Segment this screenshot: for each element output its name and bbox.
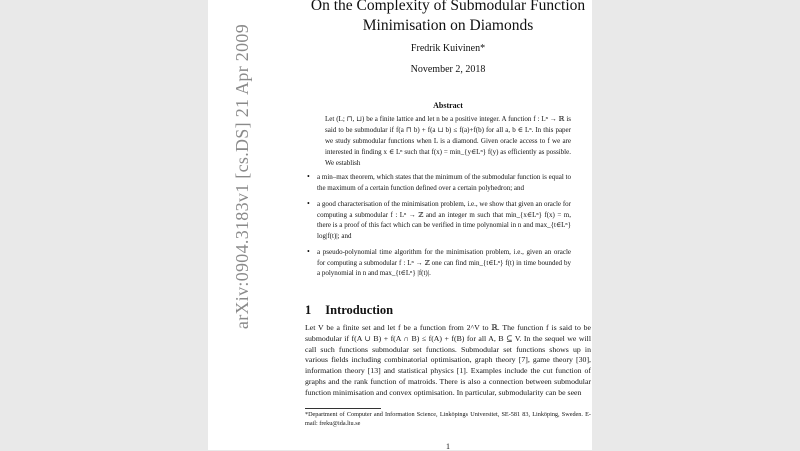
page-number: 1 [446,442,450,451]
bullet-text: a pseudo-polynomial time algorithm for the minimisation problem, i.e., given an oracle for computing a submodular f : Lⁿ → ℤ one can find min_{t∈Lⁿ} f(t) in time bounded by a polynomial in n and max_{t∈Lⁿ} |f(t)|. [317,248,571,277]
bullet-item [305,247,571,279]
paper-title [300,0,596,36]
paper-date: November 2, 2018 [410,64,486,75]
bullet-dot: • [307,172,310,181]
introduction-text: Let V be a finite set and let f be a function from 2^V to ℝ. The function f is said to be submodular if f(A ∪ B) + f(A ∩ B) ≤ f(A) + f(B) for all A, B ⊆ V. In the sequel we will call such functions submodular set functions. Submodular set functions shows up in various fields including combinatorial optimisation, graph theory [7], game theory [30], information theory [13] and statistical physics [1]. Examples include the cut function of graphs and the rank function of matroids. There is also a connection between submodular function minimisation and convex optimisation. In particular, submodularity can be seen [305,323,591,397]
abstract-heading: Abstract [433,101,463,110]
title-line-2: Minimisation on Diamonds [362,17,534,34]
author-name: Fredrik Kuivinen* [410,43,486,54]
section-heading [305,303,393,318]
section-number: 1 [305,303,312,317]
section-title: Introduction [325,303,394,317]
bullet-item [305,199,571,241]
bullet-item [305,172,571,193]
footnote-rule [305,408,381,409]
footnote-text: *Department of Computer and Information Science, Linköpings Universitet, SE-581 83, Linköping, Sweden. E-mail: freku@ida.liu.se [305,411,591,427]
bullet-dot: • [307,199,310,208]
title-line-1: On the Complexity of Submodular Function [310,0,586,14]
abstract-text: Let (L; ⊓, ⊔) be a finite lattice and let n be a positive integer. A function f : Lⁿ → ℝ is said to be submodular if f(a ⊓ b) + f(a ⊔ b) ≤ f(a)+f(b) for all a, b ∈ Lⁿ. In this paper we study submodular functions when L is a diamond. Given oracle access to f we are interested in finding x ∈ Lⁿ such that f(x) = min_{y∈Lⁿ} f(y) as efficiently as possible. We establish [325,115,571,167]
bullet-text: a good characterisation of the minimisation problem, i.e., we show that given an oracle for computing a submodular f : Lⁿ → ℤ and an integer m such that min_{x∈Lⁿ} f(x) = m, there is a proof of this fact which can be verified in time polynomial in n and max_{t∈Lⁿ} log|f(t)|; and [317,200,571,240]
abstract-bullet-list [305,172,571,285]
bullet-dot: • [307,247,310,256]
bullet-text: a min–max theorem, which states that the minimum of the submodular function is equal to the maximum of a certain function defined over a certain polyhedron; and [317,173,571,192]
arxiv-stamp: arXiv:0904.3183v1 [cs.DS] 21 Apr 2009 [232,24,252,330]
